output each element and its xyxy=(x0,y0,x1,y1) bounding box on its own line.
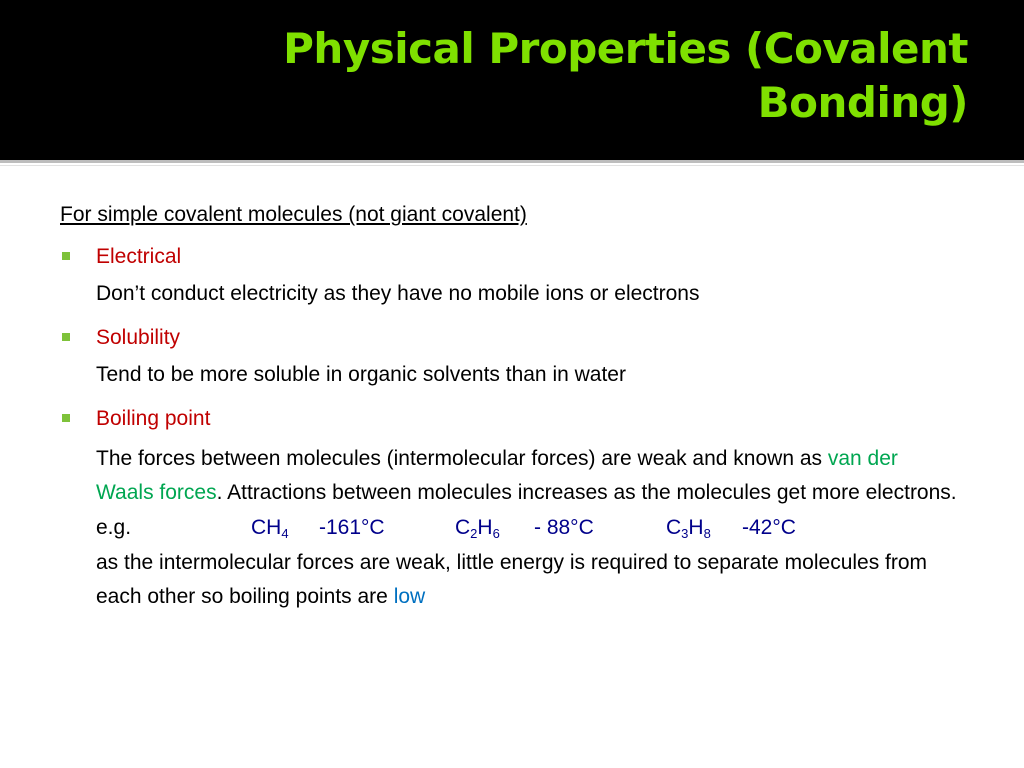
square-bullet-icon xyxy=(62,414,70,422)
bullet-solubility xyxy=(60,323,960,353)
example-label: e.g. xyxy=(96,516,132,539)
bp-c3h8: -42°C xyxy=(742,516,796,539)
boiling-point-paragraph xyxy=(60,442,960,510)
bullet-description: Tend to be more soluble in organic solvents than in water xyxy=(96,363,626,386)
bullet-heading: Solubility xyxy=(96,326,181,349)
square-bullet-icon xyxy=(62,333,70,341)
paragraph-text-cont: . Attractions between molecules increases as the molecules get more electrons. xyxy=(216,481,957,504)
formula-c2h6: $C_2H_6$ xyxy=(455,516,500,541)
title-divider-thin xyxy=(0,165,1024,166)
title-divider xyxy=(0,160,1024,163)
example-line xyxy=(60,511,960,545)
bullet-electrical xyxy=(60,242,960,272)
bullet-description: Don’t conduct electricity as they have no mobile ions or electrons xyxy=(96,282,700,305)
formula-ch4: $CH_4$ xyxy=(251,516,289,541)
bp-ch4: -161°C xyxy=(319,516,385,539)
bullet-boiling-point xyxy=(60,404,960,434)
paragraph-text: The forces between molecules (intermolecular forces) are weak and known as xyxy=(96,447,828,470)
formula-c3h8: $C_3H_8$ xyxy=(666,516,711,541)
slide-title: Physical Properties (Covalent Bonding) xyxy=(283,24,968,127)
bullet-heading: Boiling point xyxy=(96,407,211,430)
intro-text: For simple covalent molecules (not giant covalent) xyxy=(60,203,527,226)
square-bullet-icon xyxy=(62,252,70,260)
bp-c2h6: - 88°C xyxy=(534,516,594,539)
conclusion-paragraph xyxy=(60,546,960,614)
bullet-heading: Electrical xyxy=(96,245,182,268)
conclusion-text: as the intermolecular forces are weak, little energy is required to separate molecules from each other so boiling points are xyxy=(96,551,928,608)
slide-body xyxy=(60,200,960,614)
low-highlight: low xyxy=(393,585,426,608)
van-der-waals-highlight: van der Waals forces xyxy=(96,447,898,504)
title-bar xyxy=(0,0,1024,160)
